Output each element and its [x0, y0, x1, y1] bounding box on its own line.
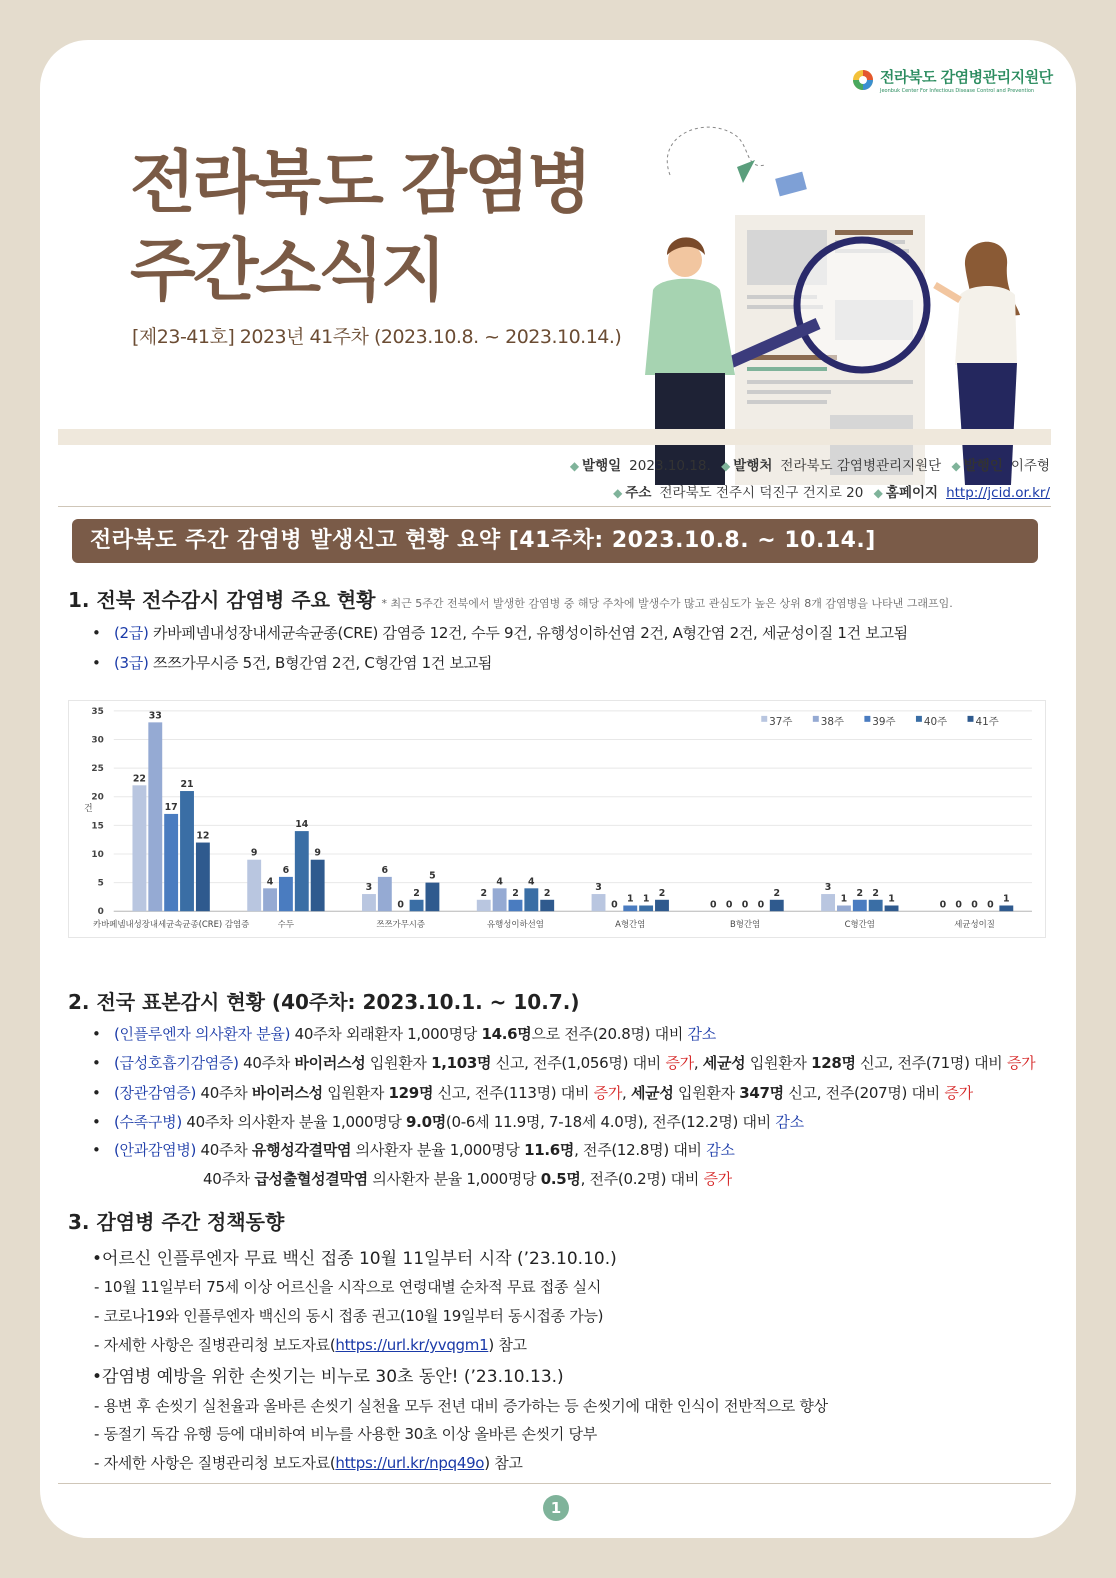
bar [655, 900, 669, 911]
x-tick-label: 카바페넴내성장내세균속균종(CRE) 감염증 [93, 919, 250, 930]
data-label: 0 [397, 899, 404, 911]
bar [477, 900, 491, 911]
x-tick-label: C형간염 [844, 919, 875, 930]
org-logo-subtitle: Jeonbuk Center For Infectious Disease Control and Prevention [880, 88, 1035, 94]
policy-item-1: •어르신 인플루엔자 무료 백신 접종 10월 11일부터 시작 (’23.10.10.) [92, 1249, 617, 1269]
press-release-link-2[interactable]: https://url.kr/npq49o [335, 1454, 485, 1472]
org-logo-icon [852, 69, 874, 91]
data-label: 22 [132, 773, 146, 785]
data-label: 4 [266, 876, 274, 888]
data-label: 17 [164, 801, 178, 813]
data-label: 9 [314, 847, 321, 859]
data-label: 3 [595, 882, 602, 894]
bar [540, 900, 554, 911]
data-label: 1 [1003, 893, 1010, 905]
legend-label: 38주 [820, 715, 845, 728]
data-label: 0 [710, 899, 717, 911]
y-axis-label: 건 [84, 804, 93, 815]
data-label: 14 [295, 819, 309, 831]
y-tick-label: 20 [91, 792, 104, 803]
bar [263, 888, 277, 911]
legend-swatch [864, 716, 870, 722]
data-label: 2 [543, 887, 551, 899]
policy-item-2: •감염병 예방을 위한 손씻기는 비누로 30초 동안! (’23.10.13.) [92, 1367, 564, 1387]
publish-info-line-2: ◆ 주소 전라북도 전주시 덕진구 건지로 20 ◆ 홈페이지 http://jcid.or.kr/ [613, 485, 1050, 501]
x-tick-label: 쯔쯔가무시증 [376, 919, 426, 930]
bar [509, 900, 523, 911]
org-logo-name: 전라북도 감염병관리지원단 [880, 68, 1053, 86]
issue-info: [제23-41호] 2023년 41주차 (2023.10.8. ~ 2023.10.14.) [132, 326, 622, 348]
section-1-bullet-2: • (3급) 쯔쯔가무시증 5건, B형간염 2건, C형간염 1건 보고됨 [92, 654, 493, 672]
y-tick-label: 35 [91, 706, 104, 717]
bar [196, 843, 210, 912]
policy-item-2-detail-1: - 용변 후 손씻기 실천율과 올바른 손씻기 실천율 모두 전년 대비 증가하는 등 손씻기에 대한 인식이 전반적으로 향상 [94, 1397, 828, 1415]
legend-swatch [916, 716, 922, 722]
data-label: 33 [148, 710, 162, 722]
section-1-bullet-1: • (2급) 카바페넴내성장내세균속균종(CRE) 감염증 12건, 수두 9건, 유행성이하선염 2건, A형간염 2건, 세균성이질 1건 보고됨 [92, 624, 908, 642]
data-label: 6 [282, 864, 290, 876]
newsletter-page [40, 40, 1076, 1538]
bar [770, 900, 784, 911]
data-label: 2 [773, 887, 781, 899]
section-2-row-influenza: • (인플루엔자 의사환자 분율) 40주차 외래환자 1,000명당 14.6명으로 전주(20.8명) 대비 감소 [92, 1025, 716, 1043]
data-label: 3 [824, 882, 832, 894]
bar [132, 785, 146, 911]
data-label: 4 [496, 876, 503, 888]
section-2-row-hfmd: • (수족구병) 40주차 의사환자 분율 1,000명당 9.0명(0-6세 11.9명, 7-18세 4.0명), 전주(12.2명) 대비 감소 [92, 1113, 804, 1131]
legend-label: 41주 [975, 715, 999, 728]
data-label: 0 [955, 899, 962, 911]
title-line-2: 주간소식지 [130, 232, 444, 311]
data-label: 9 [250, 847, 258, 859]
x-tick-label: A형간염 [615, 919, 646, 930]
data-label: 2 [480, 887, 488, 899]
data-label: 6 [381, 864, 389, 876]
data-label: 2 [872, 887, 879, 899]
policy-item-1-detail-1: - 10월 11일부터 75세 이상 어르신을 시작으로 연령대별 순차적 무료 접종 실시 [94, 1278, 602, 1296]
press-release-link-1[interactable]: https://url.kr/yvqgm1 [335, 1336, 489, 1354]
data-label: 1 [888, 893, 895, 905]
data-label: 0 [971, 899, 978, 911]
section-3-heading: 3. 감염병 주간 정책동향 [68, 1210, 285, 1234]
bar [148, 722, 162, 911]
bar [295, 831, 309, 911]
data-label: 5 [429, 870, 436, 882]
page-number: 1 [543, 1495, 569, 1521]
policy-item-1-detail-3: - 자세한 사항은 질병관리청 보도자료(https://url.kr/yvqgm1) 참고 [94, 1336, 527, 1354]
bar [623, 905, 637, 911]
bar [311, 860, 325, 912]
x-tick-label: B형간염 [729, 919, 761, 930]
section-2-row-eye-2: 40주차 급성출혈성결막염 의사환자 분율 1,000명당 0.5명, 전주(0.2명) 대비 증가 [203, 1170, 732, 1188]
bar [247, 860, 261, 912]
bar [410, 900, 424, 911]
data-label: 0 [939, 899, 947, 911]
weekly-cases-bar-chart [68, 700, 1046, 938]
data-label: 2 [856, 887, 864, 899]
newsletter-title [130, 140, 590, 316]
section-2-row-enteric: • (장관감염증) 40주차 바이러스성 입원환자 129명 신고, 전주(113명) 대비 증가, 세균성 입원환자 347명 신고, 전주(207명) 대비 증가 [92, 1084, 973, 1102]
data-label: 0 [757, 899, 765, 911]
bar [164, 814, 178, 911]
data-label: 4 [528, 876, 535, 888]
legend-label: 39주 [872, 715, 896, 728]
bar [885, 905, 899, 911]
section-1-note: * 최근 5주간 전북에서 발생한 감염병 중 해당 주차에 발생수가 많고 관심도가 높은 상위 8개 감염병을 나타낸 그래프임. [381, 597, 953, 610]
section-1-heading: 1. 전북 전수감시 감염병 주요 현황 * 최근 5주간 전북에서 발생한 감염병 중 해당 주차에 발생수가 많고 관심도가 높은 상위 8개 감염병을 나타낸 그래프임. [68, 588, 953, 612]
y-tick-label: 15 [91, 821, 104, 832]
y-tick-label: 0 [97, 907, 104, 918]
data-label: 2 [413, 887, 420, 899]
org-logo [852, 66, 1053, 94]
data-label: 21 [180, 779, 194, 791]
y-tick-label: 30 [91, 735, 104, 746]
divider [58, 506, 1051, 507]
policy-item-1-detail-2: - 코로나19와 인플루엔자 백신의 동시 접종 권고(10월 19일부터 동시접종 가능) [94, 1307, 604, 1325]
summary-banner: 전라북도 주간 감염병 발생신고 현황 요약 [41주차: 2023.10.8. ~ 10.14.] [72, 519, 1038, 563]
title-line-1: 전라북도 감염병 [130, 144, 590, 223]
data-label: 2 [512, 887, 519, 899]
data-label: 1 [840, 893, 848, 905]
policy-item-2-detail-2: - 동절기 독감 유행 등에 대비하여 비누를 사용한 30초 이상 올바른 손씻기 당부 [94, 1425, 597, 1443]
bar [869, 900, 883, 911]
bar [362, 894, 376, 911]
bar [837, 905, 851, 911]
data-label: 0 [987, 899, 994, 911]
legend-swatch [813, 716, 819, 722]
x-tick-label: 유행성이하선염 [487, 919, 544, 930]
bar [425, 883, 439, 912]
bar [821, 894, 835, 911]
legend-swatch [968, 716, 974, 722]
data-label: 2 [658, 887, 666, 899]
policy-item-2-detail-3: - 자세한 사항은 질병관리청 보도자료(https://url.kr/npq49o) 참고 [94, 1454, 523, 1472]
data-label: 12 [196, 830, 210, 842]
data-label: 0 [725, 899, 733, 911]
section-2-row-eye: • (안과감염병) 40주차 유행성각결막염 의사환자 분율 1,000명당 11.6명, 전주(12.8명) 대비 감소 [92, 1141, 735, 1159]
data-label: 1 [626, 893, 634, 905]
bar [279, 877, 293, 911]
y-tick-label: 25 [91, 764, 104, 775]
x-tick-label: 세균성이질 [954, 919, 995, 930]
bar [853, 900, 867, 911]
y-tick-label: 10 [91, 849, 104, 860]
data-label: 0 [741, 899, 749, 911]
bar [524, 888, 538, 911]
legend-label: 40주 [923, 715, 948, 728]
bar [639, 905, 653, 911]
publish-info-line-1: ◆ 발행일 2023.10.18. ◆ 발행처 전라북도 감염병관리지원단 ◆ 발행인 이주형 [569, 458, 1050, 474]
x-tick-label: 수두 [277, 919, 295, 930]
section-2-row-respiratory: • (급성호흡기감염증) 40주차 바이러스성 입원환자 1,103명 신고, 전주(1,056명) 대비 증가, 세균성 입원환자 128명 신고, 전주(71명) 대비 증가 [92, 1054, 1036, 1072]
section-2-heading: 2. 전국 표본감시 현황 (40주차: 2023.10.1. ~ 10.7.) [68, 990, 580, 1014]
y-tick-label: 5 [97, 878, 104, 889]
legend-swatch [761, 716, 767, 722]
homepage-link[interactable]: http://jcid.or.kr/ [946, 485, 1050, 501]
bar [592, 894, 606, 911]
header-band [58, 429, 1051, 445]
data-label: 3 [365, 882, 373, 894]
bar [493, 888, 507, 911]
legend-label: 37주 [769, 715, 793, 728]
bar [180, 791, 194, 911]
data-label: 0 [611, 899, 618, 911]
bar [378, 877, 392, 911]
footer-divider [58, 1483, 1051, 1484]
data-label: 1 [642, 893, 650, 905]
bar [999, 905, 1013, 911]
